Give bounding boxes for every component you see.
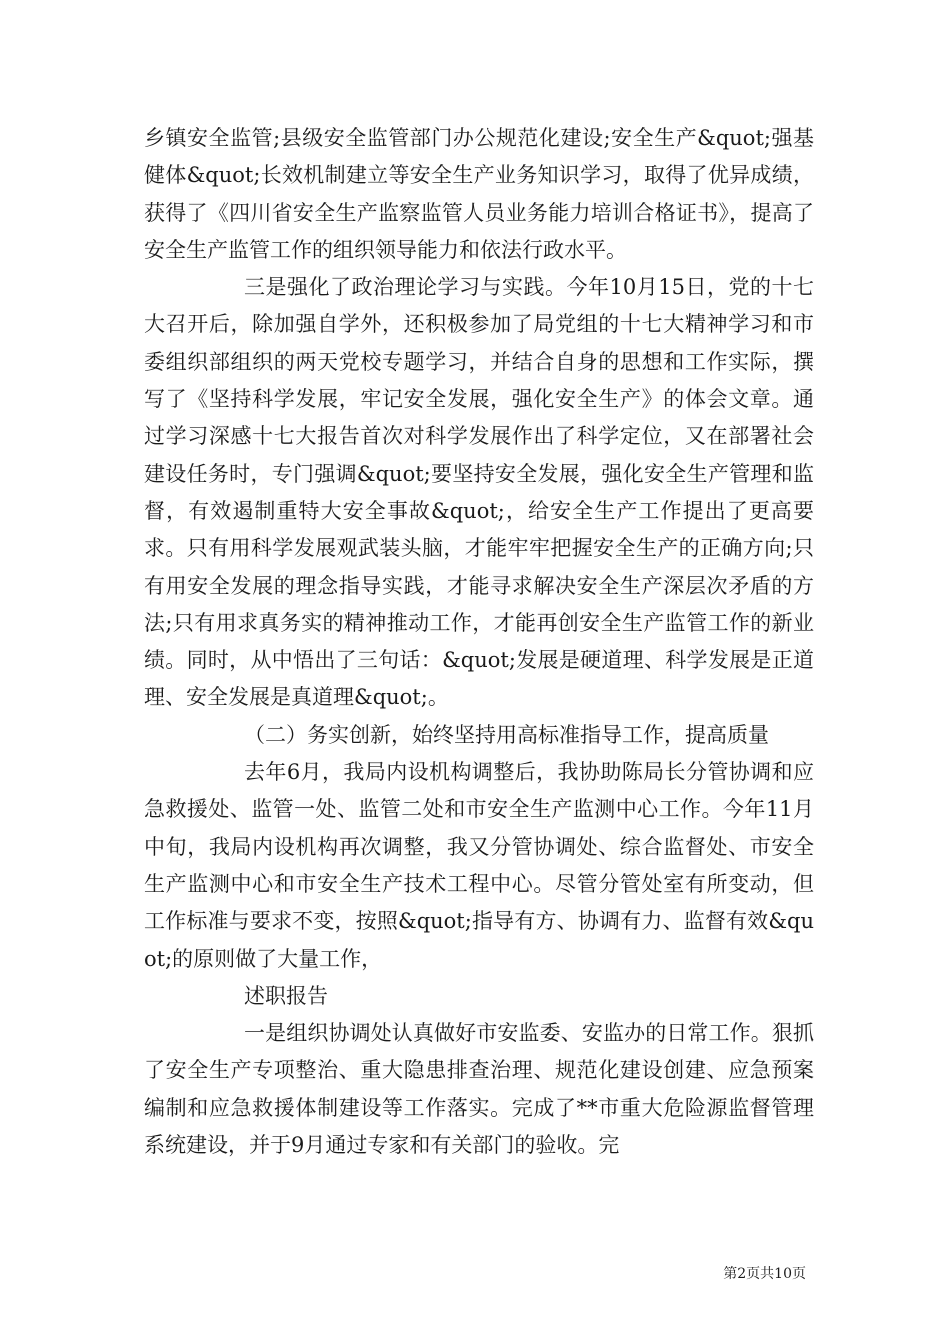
paragraph-institution-adjustment: 去年6月，我局内设机构调整后，我协助陈局长分管协调和应急救援处、监管一处、监管二处和市安全生产监测中心工作。今年11月中旬，我局内设机构再次调整，我又分管协调处、综合监督处、市安全生产监测中心和市安全生产技术工程中心。尽管分管处室有所变动，但工作标准与要求不变，按照&quot;指导有方、协调有力、监督有效&quot;的原则做了大量工作， [144, 760, 814, 971]
paragraph-training-results: 乡镇安全监管;县级安全监管部门办公规范化建设;安全生产&quot;强基健体&quot;长效机制建立等安全生产业务知识学习，取得了优异成绩，获得了《四川省安全生产监察监管人员业务能力培训合格证书》，提高了安全生产监管工作的组织领导能力和依法行政水平。 [144, 126, 814, 262]
paragraph-political-study: 三是强化了政治理论学习与实践。今年10月15日，党的十七大召开后，除加强自学外，还积极参加了局党组的十七大精神学习和市委组织部组织的两天党校专题学习，并结合自身的思想和工作实际，撰写了《坚持科学发展，牢记安全发展，强化安全生产》的体会文章。通过学习深感十七大报告首次对科学发展作出了科学定位，又在部署社会建设任务时，专门强调&quot;要坚持安全发展，强化安全生产管理和监督，有效遏制重特大安全事故&quot;，给安全生产工作提出了更高要求。只有用科学发展观武装头脑，才能牢牢把握安全生产的正确方向;只有用安全发展的理念指导实践，才能寻求解决安全生产深层次矛盾的方法;只有用求真务实的精神推动工作，才能再创安全生产监管工作的新业绩。同时，从中悟出了三句话：&quot;发展是硬道理、科学发展是正道理、安全发展是真道理&quot;。 [144, 275, 814, 710]
section-heading-pragmatic-innovation: （二）务实创新，始终坚持用高标准指导工作，提高质量 [244, 722, 769, 747]
document-body [144, 120, 814, 1164]
paragraph-coordination-work: 一是组织协调处认真做好市安监委、安监办的日常工作。狠抓了安全生产专项整治、重大隐患排查治理、规范化建设创建、应急预案编制和应急救援体制建设等工作落实。完成了**市重大危险源监督管理系统建设，并于9月通过专家和有关部门的验收。完 [144, 1021, 814, 1158]
page-number-footer: 第2页共10页 [723, 1266, 806, 1282]
paragraph-report-label: 述职报告 [244, 983, 328, 1008]
